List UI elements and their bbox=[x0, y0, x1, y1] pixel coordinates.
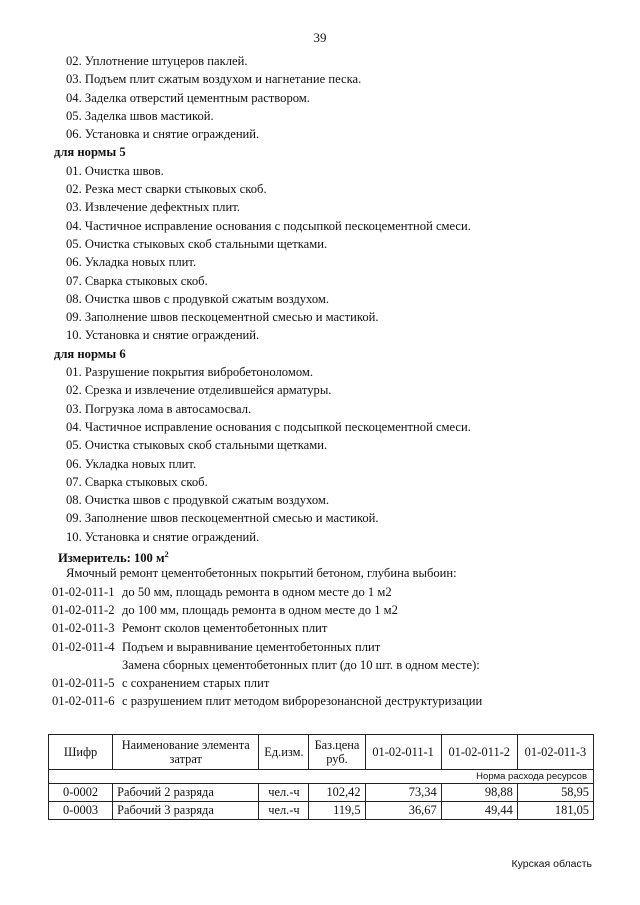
list-item: 04. Частичное исправление основания с подсыпкой пескоцементной смеси. bbox=[66, 218, 471, 233]
table-row bbox=[49, 784, 594, 802]
header-col1: 01-02-011-1 bbox=[365, 735, 441, 770]
work-description: Ямочный ремонт цементобетонных покрытий бетоном, глубина выбоин: bbox=[66, 566, 457, 581]
list-item: 04. Частичное исправление основания с подсыпкой пескоцементной смеси. bbox=[66, 419, 471, 434]
list-item: 09. Заполнение швов пескоцементной смесью и мастикой. bbox=[66, 310, 379, 325]
resource-table bbox=[48, 734, 594, 820]
header-price: Баз.цена руб. bbox=[309, 735, 365, 770]
section-heading-norm6: для нормы 6 bbox=[54, 346, 126, 361]
list-item: 05. Очистка стыковых скоб стальными щетками. bbox=[66, 438, 328, 453]
code-text: с сохранением старых плит bbox=[122, 676, 270, 691]
list-item: 10. Установка и снятие ограждений. bbox=[66, 328, 260, 343]
list-item: 02. Срезка и извлечение отделившейся арматуры. bbox=[66, 383, 332, 398]
table-row bbox=[49, 802, 594, 820]
list-item: 08. Очистка швов с продувкой сжатым воздухом. bbox=[66, 493, 330, 508]
code-id: 01-02-011-1 bbox=[52, 584, 115, 599]
list-item: 06. Установка и снятие ограждений. bbox=[66, 127, 260, 142]
cell-v2: 98,88 bbox=[441, 784, 517, 802]
code-row bbox=[0, 638, 640, 656]
code-row bbox=[0, 583, 640, 601]
replace-heading: Замена сборных цементобетонных плит (до 10 шт. в одном месте): bbox=[122, 657, 480, 672]
code-id: 01-02-011-3 bbox=[52, 621, 115, 636]
measure-sup: 2 bbox=[164, 550, 169, 560]
code-row bbox=[0, 601, 640, 619]
cell-v3: 58,95 bbox=[517, 784, 593, 802]
list-item: 08. Очистка швов с продувкой сжатым воздухом. bbox=[66, 291, 330, 306]
cell-v3: 181,05 bbox=[517, 802, 593, 820]
header-name: Наименование элемента затрат bbox=[113, 735, 259, 770]
cell-unit: чел.-ч bbox=[259, 802, 309, 820]
code-id: 01-02-011-4 bbox=[52, 639, 115, 654]
cell-unit: чел.-ч bbox=[259, 784, 309, 802]
list-item: 03. Погрузка лома в автосамосвал. bbox=[66, 401, 252, 416]
list-item: 01. Очистка швов. bbox=[66, 163, 164, 178]
code-text: до 50 мм, площадь ремонта в одном месте до 1 м2 bbox=[122, 584, 392, 599]
code-text: Подъем и выравнивание цементобетонных плит bbox=[122, 639, 381, 654]
cell-price: 102,42 bbox=[309, 784, 365, 802]
norm-label: Норма расхода ресурсов bbox=[49, 770, 594, 784]
header-unit: Ед.изм. bbox=[259, 735, 309, 770]
code-row bbox=[0, 619, 640, 637]
list-item: 06. Укладка новых плит. bbox=[66, 255, 197, 270]
header-code: Шифр bbox=[49, 735, 113, 770]
cell-name: Рабочий 3 разряда bbox=[113, 802, 259, 820]
table-header-row bbox=[49, 735, 594, 770]
list-item: 07. Сварка стыковых скоб. bbox=[66, 273, 208, 288]
list-item: 07. Сварка стыковых скоб. bbox=[66, 474, 208, 489]
norm-label-row bbox=[49, 770, 594, 784]
cell-price: 119,5 bbox=[309, 802, 365, 820]
list-item: 02. Резка мест сварки стыковых скоб. bbox=[66, 182, 267, 197]
cell-name: Рабочий 2 разряда bbox=[113, 784, 259, 802]
code-row bbox=[0, 674, 640, 692]
code-id: 01-02-011-6 bbox=[52, 694, 115, 709]
code-text: с разрушением плит методом виброрезонансной деструктуризации bbox=[122, 694, 483, 709]
cell-code: 0-0002 bbox=[49, 784, 113, 802]
list-item: 10. Установка и снятие ограждений. bbox=[66, 529, 260, 544]
region-footer: Курская область bbox=[511, 858, 592, 870]
section-heading-norm5: для нормы 5 bbox=[54, 145, 126, 160]
cell-v2: 49,44 bbox=[441, 802, 517, 820]
document-body bbox=[0, 52, 640, 711]
list-item: 06. Укладка новых плит. bbox=[66, 456, 197, 471]
page-number: 39 bbox=[313, 30, 327, 45]
code-text: Ремонт сколов цементобетонных плит bbox=[122, 621, 328, 636]
list-item: 01. Разрушение покрытия вибробетоноломом. bbox=[66, 365, 313, 380]
list-item: 04. Заделка отверстий цементным раствором. bbox=[66, 90, 310, 105]
code-id: 01-02-011-2 bbox=[52, 602, 115, 617]
cell-v1: 36,67 bbox=[365, 802, 441, 820]
cell-v1: 73,34 bbox=[365, 784, 441, 802]
code-id: 01-02-011-5 bbox=[52, 676, 115, 691]
list-item: 03. Подъем плит сжатым воздухом и нагнетание песка. bbox=[66, 72, 362, 87]
measure-label: Измеритель: 100 м bbox=[58, 551, 165, 566]
header-col2: 01-02-011-2 bbox=[441, 735, 517, 770]
header-col3: 01-02-011-3 bbox=[517, 735, 593, 770]
list-item: 05. Заделка швов мастикой. bbox=[66, 108, 214, 123]
list-item: 03. Извлечение дефектных плит. bbox=[66, 200, 240, 215]
measure-unit bbox=[0, 546, 640, 564]
list-item: 02. Уплотнение штуцеров паклей. bbox=[66, 54, 248, 68]
code-text: до 100 мм, площадь ремонта в одном месте до 1 м2 bbox=[122, 602, 398, 617]
list-item: 09. Заполнение швов пескоцементной смесью и мастикой. bbox=[66, 511, 379, 526]
code-row bbox=[0, 692, 640, 710]
cell-code: 0-0003 bbox=[49, 802, 113, 820]
list-item: 05. Очистка стыковых скоб стальными щетками. bbox=[66, 236, 328, 251]
